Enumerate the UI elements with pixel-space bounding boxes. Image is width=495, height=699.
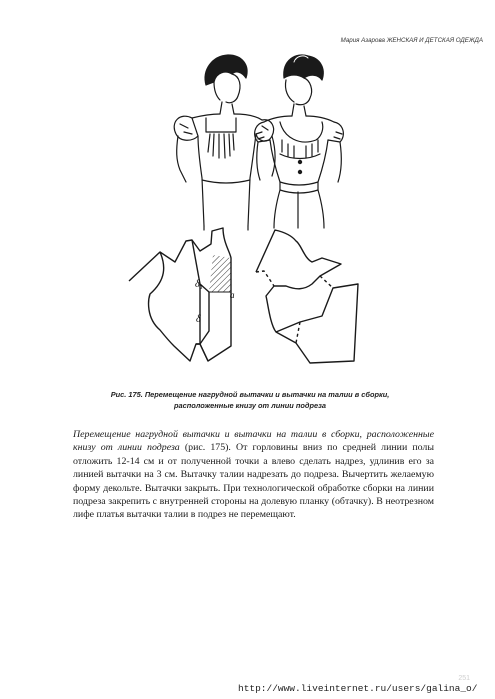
label-delta: δ <box>196 314 201 325</box>
body-paragraph <box>73 428 434 522</box>
label-delta1: $\delta_1$ <box>195 279 203 291</box>
dress-figure-left <box>174 55 275 230</box>
dress-figure-right <box>255 55 344 228</box>
body-italic-lead: Перемещение нагрудной вытачки и вытачки на талии в сборки, расположенные книзу от линии подреза <box>73 429 434 454</box>
footer-url[interactable]: http://www.liveinternet.ru/users/galina_o/ <box>238 683 478 694</box>
figure-caption <box>70 389 430 411</box>
pattern-draft-left <box>129 228 231 361</box>
page-number: 251 <box>458 675 470 682</box>
pattern-draft-right <box>256 230 358 363</box>
caption-line-2: расположенные книзу от линии подреза <box>174 401 326 410</box>
body-text-rest: (рис. 175). От горловины вниз по средней линии полы отложить 12-14 см и от полученной точки а влево сделать надрез, удлинив его за линией вытачки на 3 см. Вытачку талии надрезать до подреза. Вычертить желаемую форму декольте. Вытачки закрыть. При технологической обработке сборки на линии подреза закрепить с внутренней стороны на долевую планку (обтачку). В неотрезном лифе платья вытачки талии в подрез не перемещают. <box>73 442 434 521</box>
caption-line-1: Рис. 175. Перемещение нагрудной вытачки и вытачки на талии в сборки, <box>110 390 390 399</box>
label-a: a <box>230 290 235 300</box>
header-author: Мария Азарова <box>340 37 385 44</box>
header-title: ЖЕНСКАЯ И ДЕТСКАЯ ОДЕЖДА <box>386 37 483 44</box>
